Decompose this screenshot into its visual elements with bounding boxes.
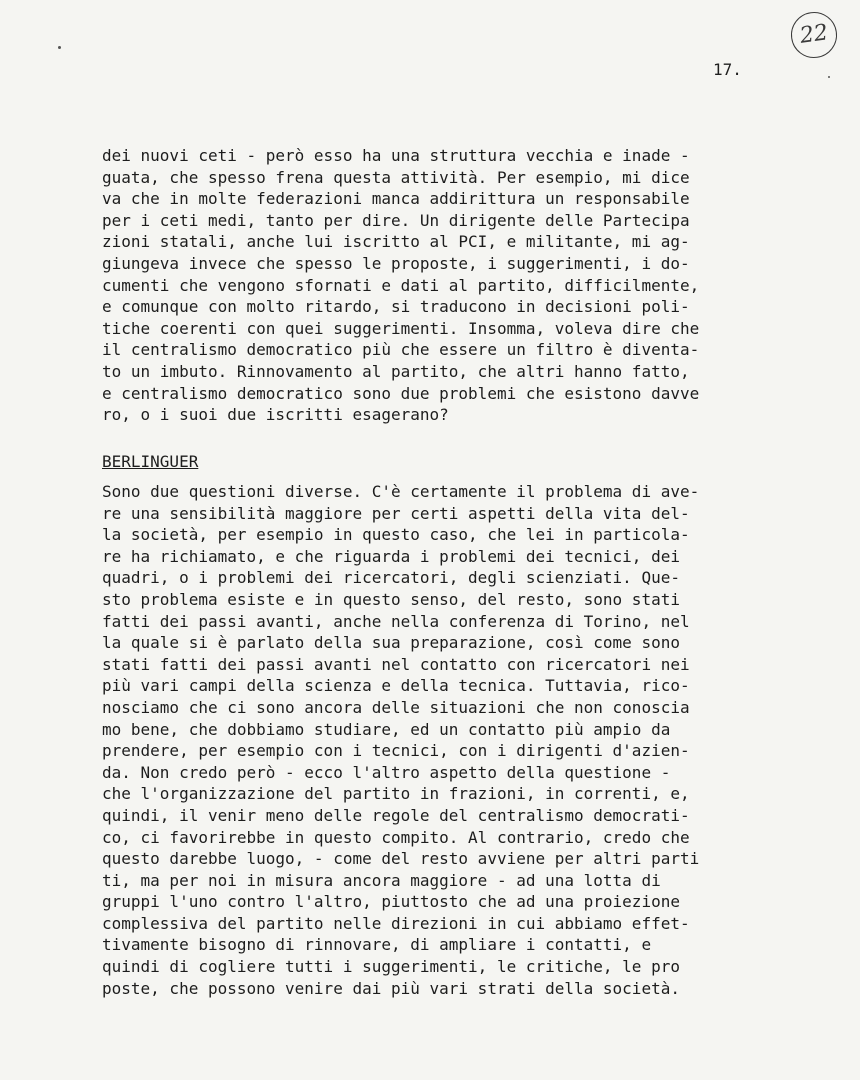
question-text-line: guata, che spesso frena questa attività. Per esempio, mi dice [102, 167, 690, 187]
question-text-line: tiche coerenti con quei suggerimenti. Insomma, voleva dire che [102, 318, 700, 338]
answer-text-line: quindi di cogliere tutti i suggerimenti, le critiche, le pro [102, 957, 680, 977]
answer-text-line: co, ci favorirebbe in questo compito. Al contrario, credo che [102, 827, 690, 847]
answer-text-line: tivamente bisogno di rinnovare, di ampliare i contatti, e [102, 935, 652, 955]
answer-text-line: quindi, il venir meno delle regole del centralismo democrati- [102, 805, 690, 825]
question-text-line: zioni statali, anche lui iscritto al PCI, e militante, mi ag- [102, 232, 690, 252]
answer-text-line: sto problema esiste e in questo senso, del resto, sono stati [102, 589, 680, 609]
answer-text-line: re ha richiamato, e che riguarda i problemi dei tecnici, dei [102, 546, 680, 566]
question-text-line: il centralismo democratico più che essere un filtro è diventa- [102, 340, 700, 360]
answer-text-line: quadri, o i problemi dei ricercatori, degli scienziati. Que- [102, 568, 680, 588]
answer-text-line: stati fatti dei passi avanti nel contatto con ricercatori nei [102, 654, 690, 674]
question-text-line: per i ceti medi, tanto per dire. Un dirigente delle Partecipa [102, 210, 690, 230]
answer-text-line: più vari campi della scienza e della tecnica. Tuttavia, rico- [102, 676, 690, 696]
answer-text-line: poste, che possono venire dai più vari strati della società. [102, 978, 680, 998]
paper-speck [828, 76, 830, 78]
question-text-line: dei nuovi ceti - però esso ha una struttura vecchia e inade - [102, 146, 690, 165]
answer-text-line: Sono due questioni diverse. C'è certamente il problema di ave- [102, 482, 700, 501]
question-text-line: to un imbuto. Rinnovamento al partito, che altri hanno fatto, [102, 361, 690, 381]
answer-text-line: complessiva del partito nelle direzioni in cui abbiamo effet- [102, 913, 690, 933]
answer-text-line: ti, ma per noi in misura ancora maggiore - ad una lotta di [102, 870, 661, 890]
answer-text-line: re una sensibilità maggiore per certi aspetti della vita del- [102, 503, 690, 523]
question-text-line: giungeva invece che spesso le proposte, i suggerimenti, i do- [102, 253, 690, 273]
answer-text-line: che l'organizzazione del partito in frazioni, in correnti, e, [102, 784, 690, 804]
answer-text-line: da. Non credo però - ecco l'altro aspetto della questione - [102, 762, 671, 782]
answer-text-line: gruppi l'uno contro l'altro, piuttosto che ad una proiezione [102, 892, 680, 912]
answer-text-line: la quale si è parlato della sua preparazione, così come sono [102, 633, 680, 653]
question-text-line: e centralismo democratico sono due problemi che esistono davve [102, 383, 700, 403]
archive-page-stamp: 22 [788, 9, 840, 61]
question-text-line: va che in molte federazioni manca addirittura un responsabile [102, 189, 690, 209]
paper-speck [58, 46, 61, 49]
interview-answer-paragraph [102, 481, 782, 999]
question-text-line: ro, o i suoi due iscritti esagerano? [102, 405, 449, 425]
answer-text-line: prendere, per esempio con i tecnici, con i dirigenti d'azien- [102, 741, 690, 761]
answer-text-line: nosciamo che ci sono ancora delle situazioni che non conoscia [102, 697, 690, 717]
interview-question-paragraph [102, 145, 782, 426]
answer-text-line: mo bene, che dobbiamo studiare, ed un contatto più ampio da [102, 719, 671, 739]
answer-text-line: questo darebbe luogo, - come del resto avviene per altri parti [102, 849, 700, 869]
page-number: 17. [713, 60, 742, 79]
speaker-heading: BERLINGUER [102, 452, 199, 471]
question-text-line: cumenti che vengono sfornati e dati al partito, difficilmente, [102, 275, 700, 295]
answer-text-line: la società, per esempio in questo caso, che lei in particola- [102, 525, 690, 545]
answer-text-line: fatti dei passi avanti, anche nella conferenza di Torino, nel [102, 611, 690, 631]
question-text-line: e comunque con molto ritardo, si traducono in decisioni poli- [102, 297, 690, 317]
